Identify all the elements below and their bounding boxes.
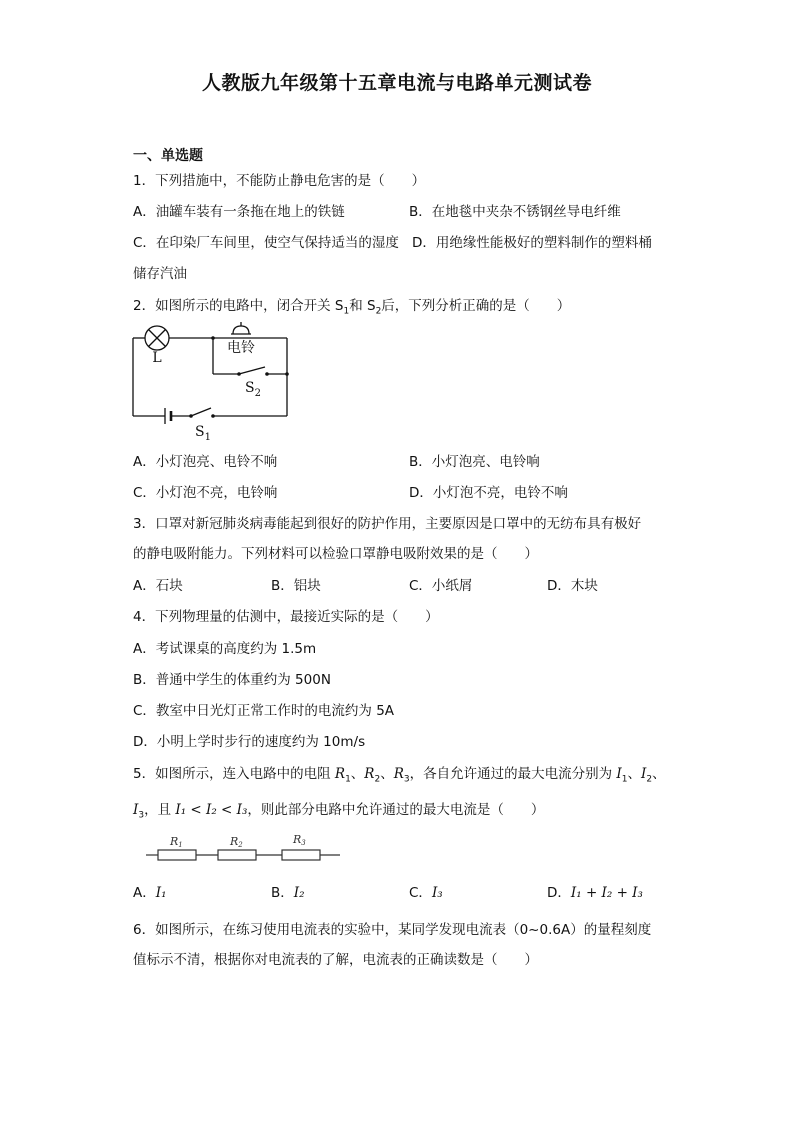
- q5-resistor-diagram: [146, 830, 342, 866]
- q1-option-c: C．在印染厂车间里，使空气保持适当的湿度: [133, 235, 399, 251]
- q2-option-b: B．小灯泡亮、电铃响: [409, 454, 540, 470]
- q3-option-a: A．石块: [133, 578, 183, 594]
- section-heading: 一、单选题: [133, 148, 203, 164]
- lamp-label: L: [152, 350, 162, 366]
- q4-option-c: C．教室中日光灯正常工作时的电流约为 5A: [133, 703, 395, 719]
- q3-stem-cont: 的静电吸附能力。下列材料可以检验口罩静电吸附效果的是（ ）: [133, 546, 538, 562]
- s1-label: $S_1$: [195, 424, 211, 443]
- q5-option-b: B．I₂: [271, 885, 305, 901]
- q4-option-a: A．考试课桌的高度约为 1.5m: [133, 641, 317, 657]
- q2-option-c: C．小灯泡不亮，电铃响: [133, 485, 278, 501]
- q3-option-b: B．铝块: [271, 578, 321, 594]
- q5-stem: 5．如图所示，连入电路中的电阻 $R_1$、$R_2$、$R_3$，各自允许通过的最大电流分别为 $I_1$、$I_2$、: [133, 766, 666, 785]
- q6-stem: 6．如图所示，在练习使用电流表的实验中，某同学发现电流表（0~0.6A）的量程刻度: [133, 922, 652, 938]
- fig-r3-label: R3: [293, 833, 306, 847]
- q2-stem: 2．如图所示的电路中，闭合开关 $S_1$和 $S_2$后，下列分析正确的是（ ）: [133, 298, 571, 317]
- q1-option-b: B．在地毯中夹杂不锈钢丝导电纤维: [409, 204, 621, 220]
- s2-label: $S_2$: [245, 380, 261, 399]
- q5-option-d: D．I₁ + I₂ + I₃: [547, 885, 643, 901]
- q1-option-d-cont: 储存汽油: [133, 266, 187, 282]
- q6-stem-cont: 值标示不清，根据你对电流表的了解，电流表的正确读数是（ ）: [133, 952, 538, 968]
- q1-option-a: A．油罐车装有一条拖在地上的铁链: [133, 204, 345, 220]
- q4-option-b: B．普通中学生的体重约为 500N: [133, 672, 331, 688]
- q2-option-d: D．小灯泡不亮，电铃不响: [409, 485, 568, 501]
- bell-label: 电铃: [227, 340, 255, 356]
- q4-stem: 4．下列物理量的估测中，最接近实际的是（ ）: [133, 609, 439, 625]
- q1-stem: 1．下列措施中，不能防止静电危害的是（ ）: [133, 173, 426, 189]
- q3-option-d: D．木块: [547, 578, 598, 594]
- q2-circuit-diagram: [125, 318, 305, 446]
- q2-option-a: A．小灯泡亮、电铃不响: [133, 454, 278, 470]
- q5-option-a: A．I₁: [133, 885, 167, 901]
- q3-stem: 3．口罩对新冠肺炎病毒能起到很好的防护作用，主要原因是口罩中的无纺布具有极好: [133, 516, 642, 532]
- page-title: 人教版九年级第十五章电流与电路单元测试卷: [201, 72, 592, 94]
- fig-r2-label: R2: [230, 835, 243, 849]
- q1-option-d: D．用绝缘性能极好的塑料制作的塑料桶: [412, 235, 652, 251]
- q5-inequality: I₁ < I₂ < I₃: [175, 802, 248, 818]
- q3-option-c: C．小纸屑: [409, 578, 473, 594]
- q5-option-c: C．I₃: [409, 885, 443, 901]
- q4-option-d: D．小明上学时步行的速度约为 10m/s: [133, 734, 366, 750]
- q5-stem-cont: $I_3$，且 I₁ < I₂ < I₃，则此部分电路中允许通过的最大电流是（ ）: [133, 802, 545, 821]
- fig-r1-label: R1: [170, 835, 183, 849]
